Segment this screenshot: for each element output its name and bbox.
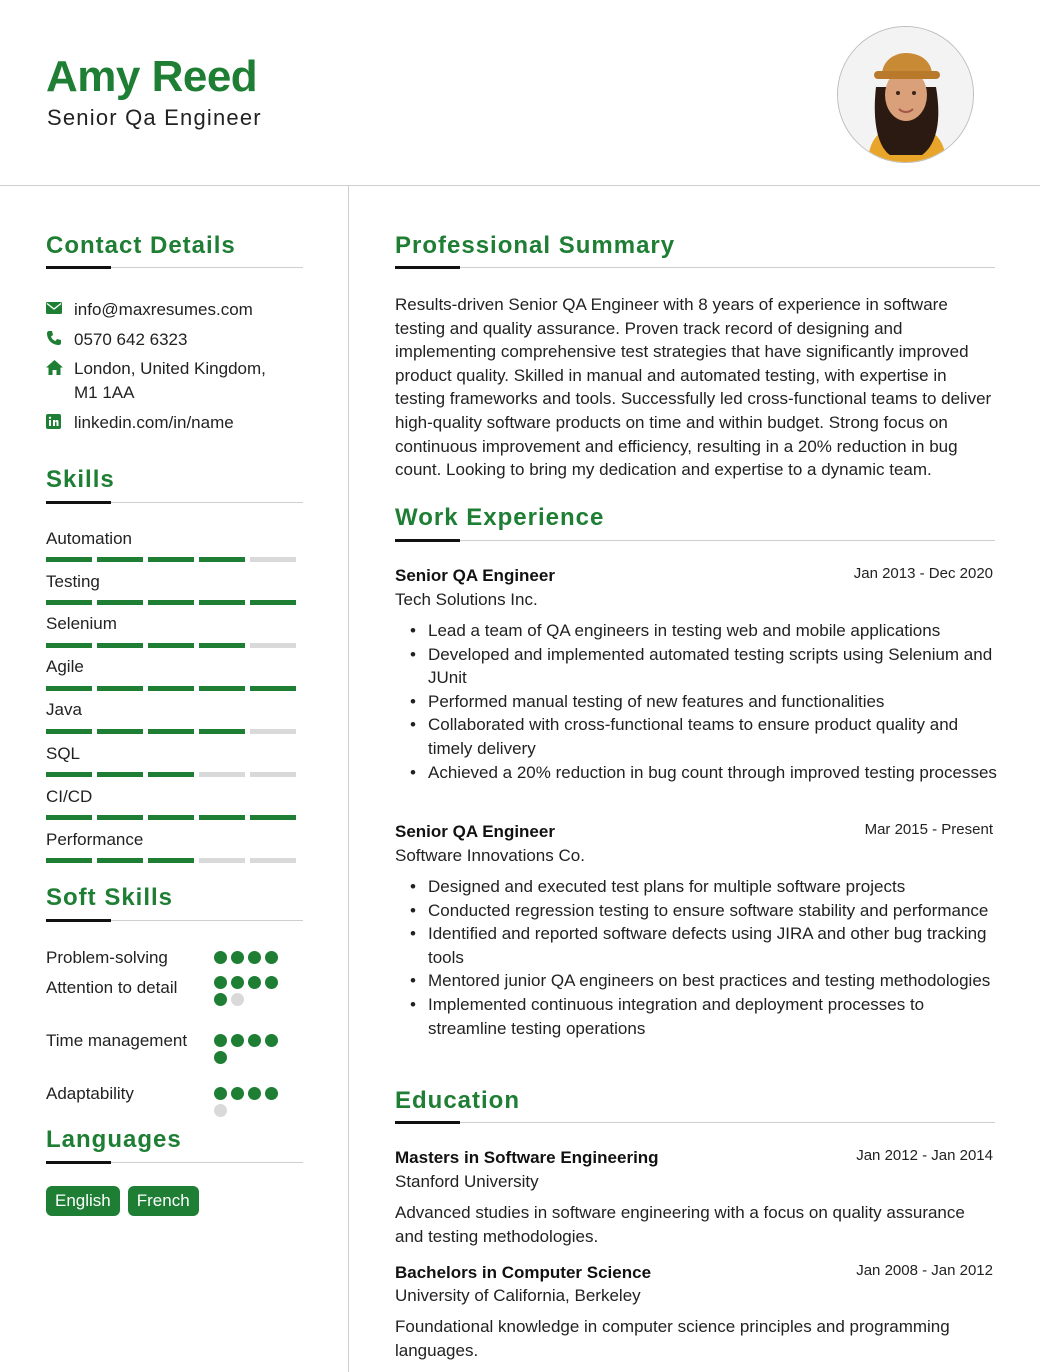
skill-bar-segment bbox=[148, 686, 194, 691]
skill-bar-segment bbox=[199, 729, 245, 734]
list-item: • Mentored junior QA engineers on best practices and testing methodologies bbox=[410, 969, 1000, 993]
skill-label: Performance bbox=[46, 830, 144, 849]
skills-section-title: Skills bbox=[46, 466, 115, 493]
education-section-title: Education bbox=[395, 1087, 521, 1114]
skill-bar-segment bbox=[46, 643, 92, 648]
skill-rating-bar bbox=[46, 815, 296, 820]
contact-address bbox=[46, 357, 294, 405]
soft-skill-rating bbox=[214, 1087, 290, 1117]
skill-bar-segment bbox=[148, 729, 194, 734]
phone-icon bbox=[46, 328, 74, 348]
summary-section-accent bbox=[395, 266, 460, 269]
skill-bar-segment bbox=[148, 815, 194, 820]
skill-bar-segment bbox=[199, 686, 245, 691]
candidate-title: Senior Qa Engineer bbox=[47, 105, 262, 130]
skills-section-accent bbox=[46, 501, 111, 504]
linkedin-icon bbox=[46, 411, 74, 431]
soft-skill-label: Attention to detail bbox=[46, 978, 178, 997]
skill-bar-segment bbox=[97, 557, 143, 562]
skill-bar-segment bbox=[97, 772, 143, 777]
contact-section-accent bbox=[46, 266, 111, 269]
language-tags bbox=[46, 1186, 199, 1216]
job-role: Senior QA Engineer bbox=[395, 566, 555, 585]
job-dates: Mar 2015 - Present bbox=[864, 821, 993, 838]
list-item: • Collaborated with cross-functional teams to ensure product quality and timely delivery bbox=[410, 713, 1000, 760]
skill-bar-segment bbox=[46, 557, 92, 562]
education-description: Advanced studies in software engineering with a focus on quality assurance and testing methodologies. bbox=[395, 1203, 965, 1246]
skill-bar-segment bbox=[97, 686, 143, 691]
rating-dot bbox=[231, 1034, 244, 1047]
soft-skills-section-accent bbox=[46, 919, 111, 922]
skill-rating-bar bbox=[46, 772, 296, 777]
email-icon bbox=[46, 298, 74, 318]
education-section-accent bbox=[395, 1121, 460, 1124]
rating-dot bbox=[231, 976, 244, 989]
rating-dot bbox=[265, 951, 278, 964]
skill-label: Automation bbox=[46, 529, 132, 548]
skill-rating-bar bbox=[46, 858, 296, 863]
skill-rating-bar bbox=[46, 557, 296, 562]
skill-bar-segment bbox=[148, 557, 194, 562]
list-item: • Identified and reported software defects using JIRA and other bug tracking tools bbox=[410, 922, 1000, 969]
rating-dot bbox=[214, 993, 227, 1006]
list-item: • Conducted regression testing to ensure software stability and performance bbox=[410, 899, 1000, 923]
skill-bar-segment bbox=[97, 643, 143, 648]
education-degree: Bachelors in Computer Science bbox=[395, 1263, 652, 1282]
job-dates: Jan 2013 - Dec 2020 bbox=[853, 565, 993, 582]
skill-label: Java bbox=[46, 700, 82, 719]
languages-section-title: Languages bbox=[46, 1126, 182, 1153]
contact-phone[interactable] bbox=[46, 328, 294, 352]
skill-bar-segment bbox=[97, 729, 143, 734]
education-description: Foundational knowledge in computer science principles and programming languages. bbox=[395, 1317, 950, 1360]
skill-bar-segment bbox=[148, 600, 194, 605]
skill-bar-segment bbox=[46, 858, 92, 863]
skill-label: Agile bbox=[46, 657, 84, 676]
skill-bar-segment bbox=[250, 815, 296, 820]
list-item: • Achieved a 20% reduction in bug count through improved testing processes bbox=[410, 761, 1000, 785]
candidate-name: Amy Reed bbox=[46, 52, 258, 101]
soft-skill-label: Time management bbox=[46, 1031, 188, 1050]
contact-section-title: Contact Details bbox=[46, 232, 236, 259]
rating-dot bbox=[265, 1034, 278, 1047]
list-item: • Implemented continuous integration and deployment processes to streamline testing operations bbox=[410, 993, 1000, 1040]
job-company: Tech Solutions Inc. bbox=[395, 590, 538, 609]
experience-section-line bbox=[395, 540, 995, 541]
soft-skills-section-title: Soft Skills bbox=[46, 884, 174, 911]
skill-bar-segment bbox=[250, 643, 296, 648]
skill-bar-segment bbox=[250, 858, 296, 863]
home-icon bbox=[46, 357, 74, 377]
skill-bar-segment bbox=[148, 772, 194, 777]
education-school: University of California, Berkeley bbox=[395, 1286, 641, 1305]
education-section-line bbox=[395, 1122, 995, 1123]
job-bullets bbox=[410, 619, 1000, 784]
skill-label: Testing bbox=[46, 572, 100, 591]
job-company: Software Innovations Co. bbox=[395, 846, 585, 865]
resume-header bbox=[0, 0, 1040, 186]
job-role: Senior QA Engineer bbox=[395, 822, 555, 841]
skill-bar-segment bbox=[250, 772, 296, 777]
soft-skill-rating bbox=[214, 951, 290, 964]
skill-bar-segment bbox=[199, 815, 245, 820]
summary-section-title: Professional Summary bbox=[395, 232, 676, 259]
rating-dot bbox=[248, 1087, 261, 1100]
skill-rating-bar bbox=[46, 643, 296, 648]
skill-bar-segment bbox=[97, 815, 143, 820]
education-dates: Jan 2012 - Jan 2014 bbox=[856, 1147, 993, 1164]
skill-bar-segment bbox=[46, 729, 92, 734]
languages-section-accent bbox=[46, 1161, 111, 1164]
skill-bar-segment bbox=[46, 815, 92, 820]
contact-email[interactable] bbox=[46, 298, 294, 322]
skill-label: CI/CD bbox=[46, 787, 93, 806]
skill-bar-segment bbox=[97, 858, 143, 863]
contact-address-text: London, United Kingdom, M1 1AA bbox=[74, 359, 266, 402]
skill-bar-segment bbox=[250, 557, 296, 562]
contact-email-text: info@maxresumes.com bbox=[74, 300, 253, 319]
skill-rating-bar bbox=[46, 600, 296, 605]
skill-rating-bar bbox=[46, 729, 296, 734]
education-school: Stanford University bbox=[395, 1172, 539, 1191]
language-tag: English bbox=[46, 1186, 120, 1216]
rating-dot bbox=[214, 951, 227, 964]
skill-bar-segment bbox=[199, 643, 245, 648]
rating-dot bbox=[214, 976, 227, 989]
list-item: • Lead a team of QA engineers in testing web and mobile applications bbox=[410, 619, 1000, 643]
rating-dot bbox=[214, 1104, 227, 1117]
education-dates: Jan 2008 - Jan 2012 bbox=[856, 1262, 993, 1279]
summary-section-line bbox=[395, 267, 995, 268]
profile-photo bbox=[837, 26, 974, 163]
soft-skill-label: Adaptability bbox=[46, 1084, 134, 1103]
rating-dot bbox=[248, 951, 261, 964]
rating-dot bbox=[214, 1034, 227, 1047]
soft-skill-label: Problem-solving bbox=[46, 948, 168, 967]
rating-dot bbox=[214, 1087, 227, 1100]
skill-bar-segment bbox=[46, 600, 92, 605]
skill-bar-segment bbox=[199, 772, 245, 777]
list-item: • Designed and executed test plans for multiple software projects bbox=[410, 875, 1000, 899]
rating-dot bbox=[231, 1087, 244, 1100]
soft-skill-rating bbox=[214, 1034, 290, 1064]
skill-rating-bar bbox=[46, 686, 296, 691]
skill-bar-segment bbox=[250, 600, 296, 605]
skill-bar-segment bbox=[46, 686, 92, 691]
rating-dot bbox=[231, 993, 244, 1006]
rating-dot bbox=[265, 976, 278, 989]
experience-section-title: Work Experience bbox=[395, 504, 605, 531]
skill-bar-segment bbox=[148, 858, 194, 863]
contact-linkedin[interactable] bbox=[46, 411, 294, 435]
list-item: • Developed and implemented automated testing scripts using Selenium and JUnit bbox=[410, 643, 1000, 690]
skill-bar-segment bbox=[250, 686, 296, 691]
skill-label: Selenium bbox=[46, 614, 117, 633]
skill-bar-segment bbox=[46, 772, 92, 777]
skill-bar-segment bbox=[199, 858, 245, 863]
skill-bar-segment bbox=[199, 600, 245, 605]
skill-bar-segment bbox=[250, 729, 296, 734]
summary-text: Results-driven Senior QA Engineer with 8 years of experience in software testing and quality assurance. Proven track record of designing and implementing comprehensive test strategies that have significantly improved product quality. Skilled in manual and automated testing, with expertise in testing frameworks and tools. Successfully led cross-functional teams to deliver high-quality software products on time and within budget. Strong focus on continuous improvement and efficiency, resulting in a 20% reduction in bug count. Looking to bring my dedication and expertise to a dynamic team. bbox=[395, 295, 992, 480]
job-bullets bbox=[410, 875, 1000, 1040]
education-degree: Masters in Software Engineering bbox=[395, 1148, 659, 1167]
skill-bar-segment bbox=[148, 643, 194, 648]
language-tag: French bbox=[128, 1186, 199, 1216]
soft-skill-rating bbox=[214, 976, 290, 1006]
column-divider bbox=[348, 186, 349, 1372]
skill-bar-segment bbox=[199, 557, 245, 562]
experience-section-accent bbox=[395, 539, 460, 542]
rating-dot bbox=[231, 951, 244, 964]
rating-dot bbox=[248, 976, 261, 989]
rating-dot bbox=[214, 1051, 227, 1064]
skill-bar-segment bbox=[97, 600, 143, 605]
list-item: • Performed manual testing of new features and functionalities bbox=[410, 690, 1000, 714]
rating-dot bbox=[248, 1034, 261, 1047]
contact-phone-text: 0570 642 6323 bbox=[74, 330, 188, 349]
contact-linkedin-text: linkedin.com/in/name bbox=[74, 413, 234, 432]
skill-label: SQL bbox=[46, 744, 81, 763]
rating-dot bbox=[265, 1087, 278, 1100]
